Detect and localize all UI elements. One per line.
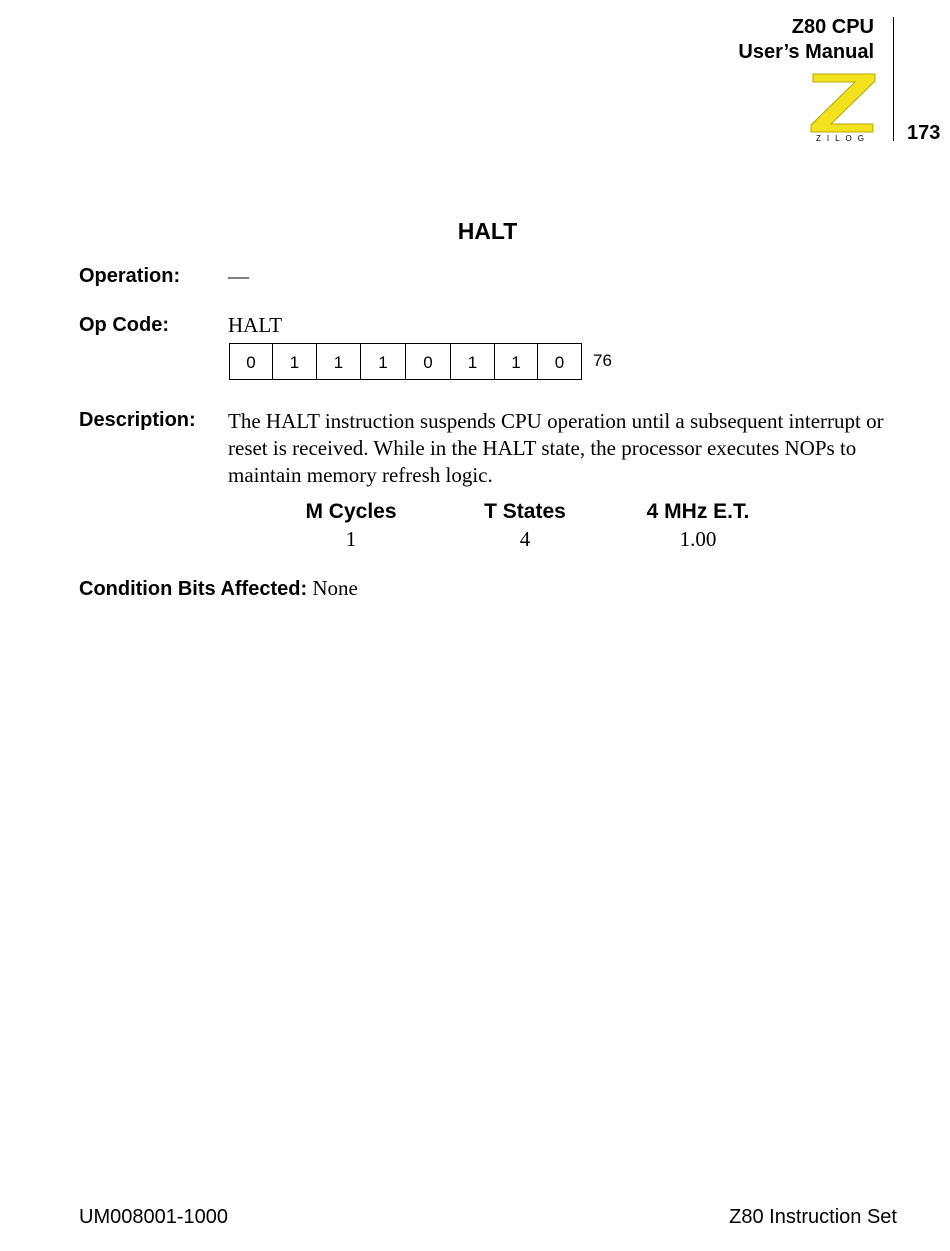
zilog-logo-icon [807,72,879,142]
timing-header-mcycles: M Cycles [305,500,397,523]
timing-value-tstates: 4 [519,527,531,551]
opcode-bit-1: 1 [495,344,538,379]
condition-value: None [312,576,358,600]
opcode-hex: 76 [593,351,612,370]
timing-col-mcycles [261,500,441,552]
operation-value: — [228,264,249,288]
timing-col-tstates [435,500,615,552]
header-divider [893,17,894,141]
page-title: HALT [457,218,518,244]
condition-bits [79,576,358,601]
operation-label: Operation: [79,265,181,287]
opcode-bit-3: 0 [406,344,451,379]
timing-value-et: 1.00 [679,527,717,551]
timing-header-tstates: T States [484,500,566,523]
description-label: Description: [79,409,196,431]
timing-col-et [608,500,788,552]
manual-title [738,15,874,65]
logo-text: ZILOG [815,134,871,142]
manual-title-line1: Z80 CPU [791,16,874,38]
page-number: 173 [907,122,941,144]
opcode-label: Op Code: [79,314,169,336]
opcode-bit-table [229,343,582,380]
description-text: The HALT instruction suspends CPU operation until a subsequent interrupt or reset is received. While in the HALT state, the processor executes NOPs to maintain memory refresh logic. [228,409,884,487]
opcode-bit-6: 1 [273,344,317,379]
timing-header-et: 4 MHz E.T. [646,500,750,523]
timing-value-mcycles: 1 [345,527,357,551]
opcode-bit-7: 0 [230,344,273,379]
opcode-mnemonic: HALT [228,313,283,337]
footer-doc-id: UM008001-1000 [79,1206,228,1228]
condition-label: Condition Bits Affected: [79,578,308,600]
manual-title-line2: User’s Manual [738,41,874,63]
opcode-bit-4: 1 [361,344,406,379]
opcode-bit-5: 1 [317,344,361,379]
footer-section: Z80 Instruction Set [729,1206,897,1228]
opcode-bit-2: 1 [451,344,495,379]
opcode-bit-0: 0 [554,353,565,372]
